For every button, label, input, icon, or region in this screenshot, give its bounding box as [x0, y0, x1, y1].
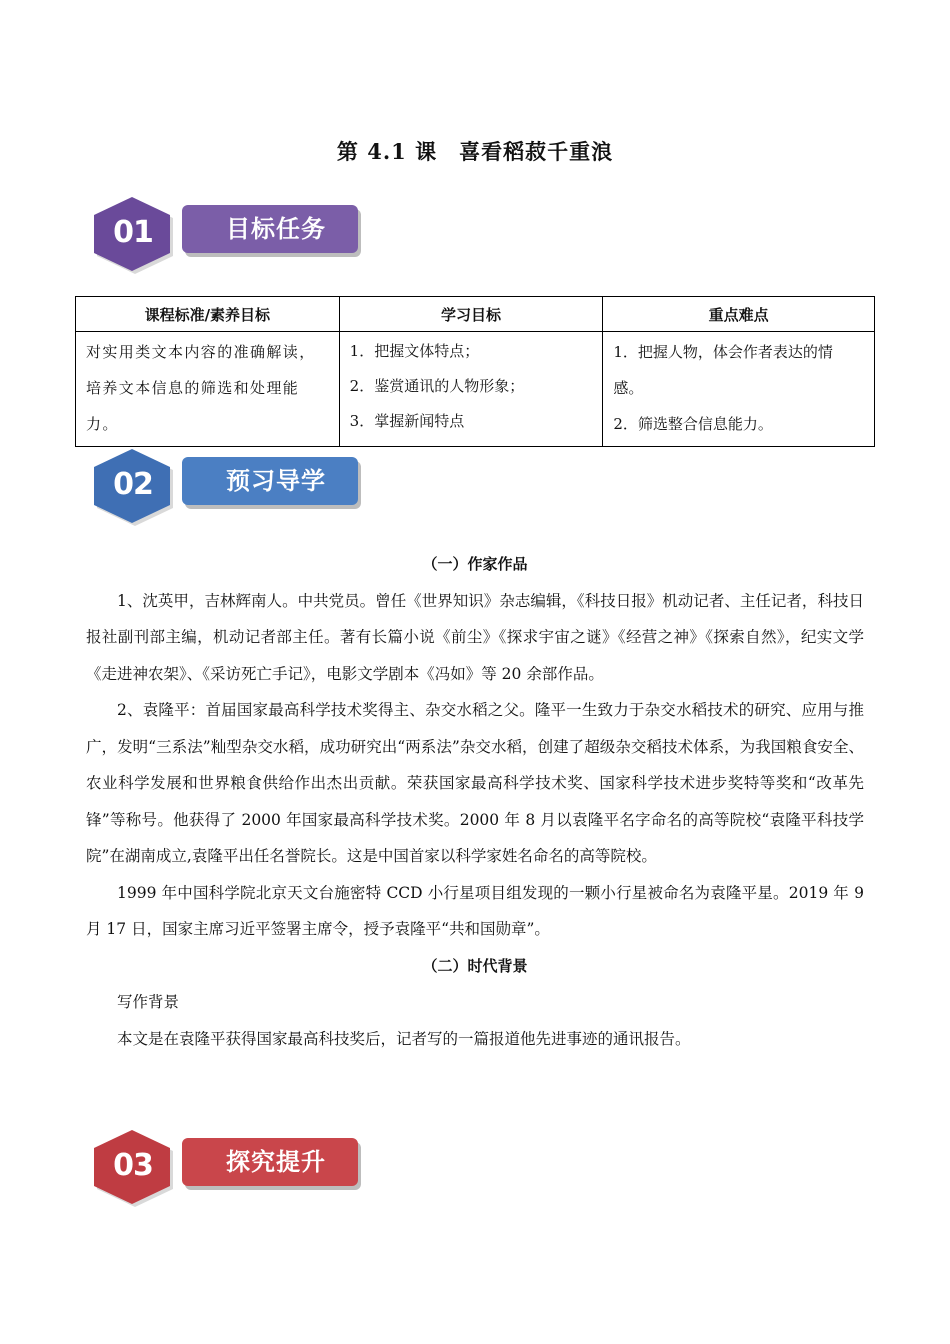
table-cell-objectives — [339, 332, 603, 447]
cell-line: 对实用类文本内容的准确解读， — [86, 343, 316, 361]
cell-line: 1．把握文体特点； — [349, 342, 480, 360]
table-header-row — [76, 297, 875, 332]
table-header: 课程标准/素养目标 — [76, 297, 340, 332]
section-banner-02 — [90, 447, 400, 527]
table-cell-keypoints — [603, 332, 875, 447]
section-label: 目标任务 — [182, 205, 358, 253]
section-banner-01 — [90, 195, 400, 275]
cell-line: 2．筛选整合信息能力。 — [613, 415, 773, 433]
subheading-author-works: （一）作家作品 — [422, 555, 528, 573]
paragraph-asteroid: 1999 年中国科学院北京天文台施密特 CCD 小行星项目组发现的一颗小行星被命名为袁隆平星。2019 年 9 月 17 日，国家主席习近平签署主席令，授予袁隆平“共和国勋章”。 — [86, 883, 864, 938]
cell-line: 3．掌握新闻特点 — [349, 412, 465, 430]
cell-line: 2．鉴赏通讯的人物形象； — [349, 377, 525, 395]
writing-background-title: 写作背景 — [117, 993, 180, 1011]
section-number: 01 — [113, 215, 153, 250]
table-header: 学习目标 — [339, 297, 603, 332]
paragraph-yuan-longping: 2、袁隆平：首届国家最高科学技术奖得主、杂交水稻之父。隆平一生致力于杂交水稻技术的研究、应用与推广，发明“三系法”籼型杂交水稻，成功研究出“两系法”杂交水稻，创建了超级杂交稻技术体系，为我国粮食安全、农业科学发展和世界粮食供给作出杰出贡献。荣获国家最高科学技术奖、国家科学技术进步奖特等奖和“改革先锋”等称号。他获得了 2000 年国家最高科学技术奖。2000 年 8 月以袁隆平名字命名的高等院校“袁隆平科技学院”在湖南成立,袁隆平出任名誉院长。这是中国首家以科学家姓名命名的高等院校。 — [86, 701, 864, 865]
section-number: 02 — [113, 467, 153, 502]
subheading-background: （二）时代背景 — [422, 956, 528, 975]
cell-line: 力。 — [86, 415, 119, 433]
preview-content — [86, 546, 864, 1057]
cell-line: 培养文本信息的筛选和处理能 — [86, 379, 300, 397]
table-row — [76, 332, 875, 447]
page-title: 第 4.1 课 喜看稻菽千重浪 — [336, 139, 614, 164]
table-cell-standards — [76, 332, 340, 447]
cell-line: 1．把握人物，体会作者表达的情 — [613, 343, 833, 361]
section-number: 03 — [113, 1148, 153, 1183]
section-label: 预习导学 — [182, 457, 358, 505]
writing-background-text: 本文是在袁隆平获得国家最高科技奖后，记者写的一篇报道他先进事迹的通讯报告。 — [117, 1029, 691, 1048]
paragraph-author: 1、沈英甲，吉林辉南人。中共党员。曾任《世界知识》杂志编辑，《科技日报》机动记者、主任记者，科技日报社副刊部主编，机动记者部主任。著有长篇小说《前尘》《探求宇宙之谜》《经营之神》《探索自然》，纪实文学《走进神农架》、《采访死亡手记》，电影文学剧本《冯如》等 20 余部作品。 — [86, 591, 864, 683]
section-banner-03 — [90, 1128, 400, 1208]
table-header: 重点难点 — [603, 297, 875, 332]
goals-table — [75, 296, 875, 447]
cell-line: 感。 — [613, 379, 644, 397]
section-label: 探究提升 — [182, 1138, 358, 1186]
